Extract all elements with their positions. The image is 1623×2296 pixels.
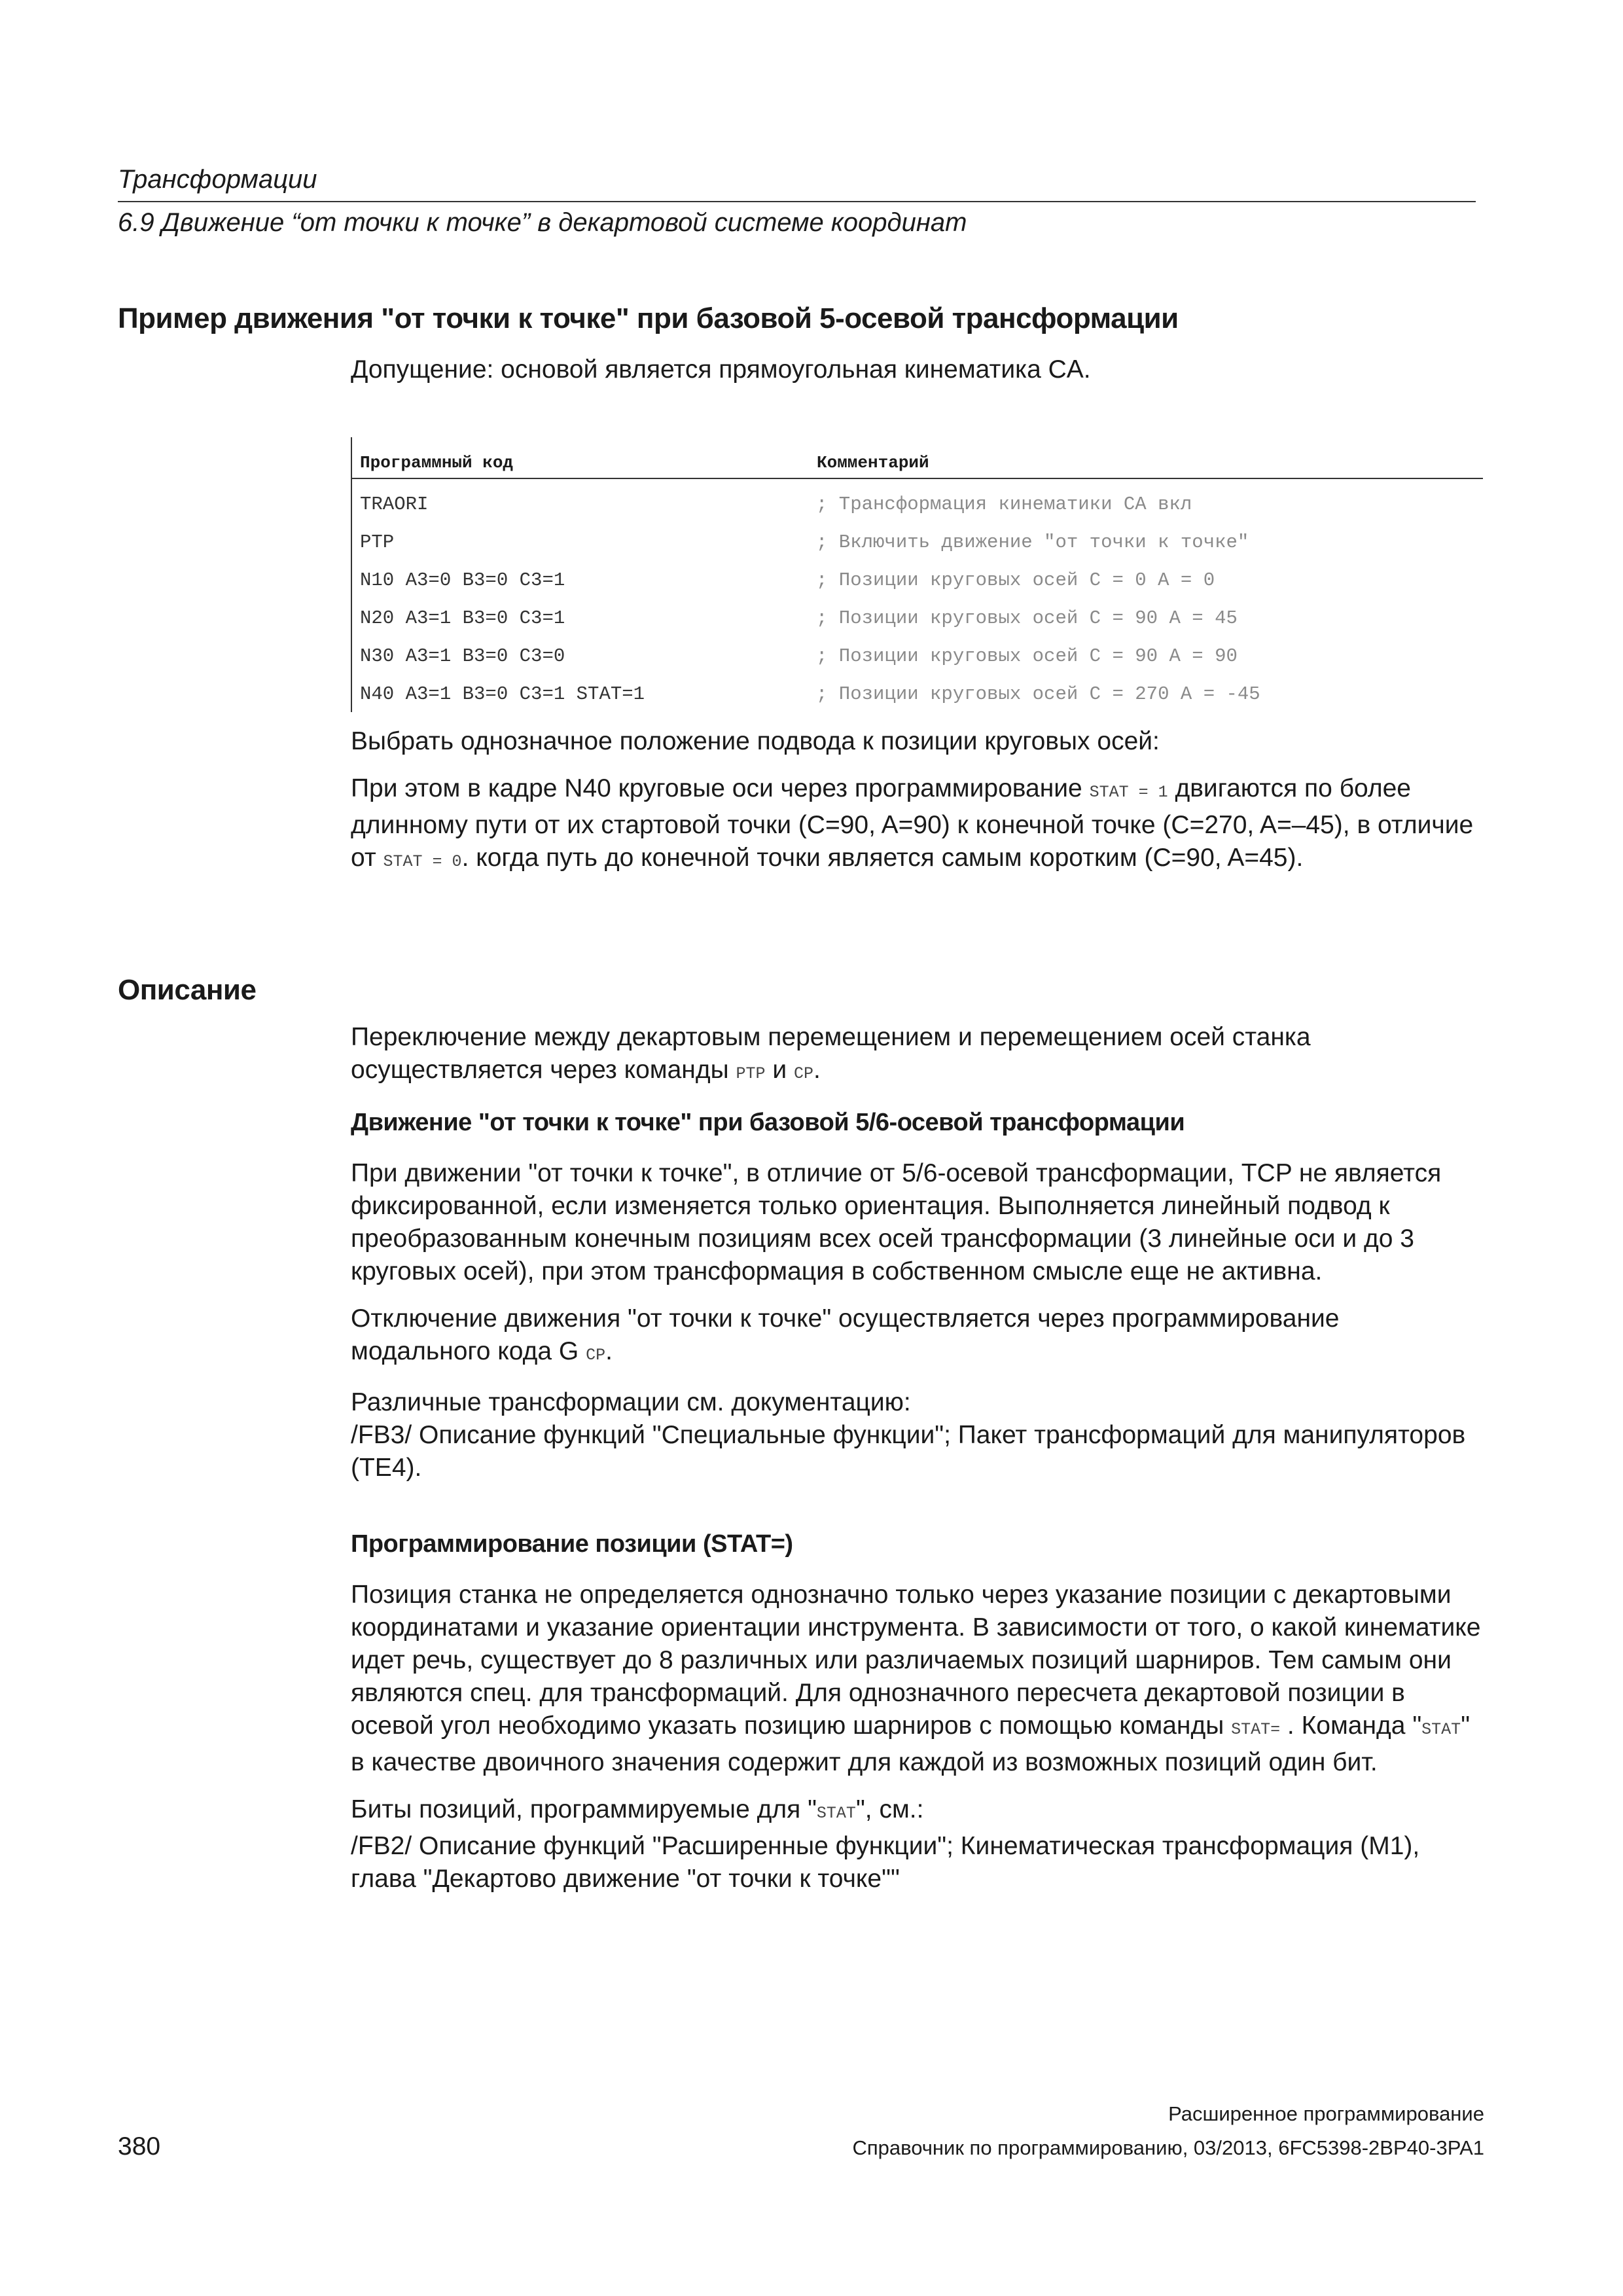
text-run: . Команда " [1280, 1712, 1422, 1740]
page-number: 380 [118, 2132, 161, 2161]
paragraph [351, 772, 1483, 878]
paragraph [351, 1793, 1483, 1830]
comment-cell: ; Позиции круговых осей C = 90 A = 45 [816, 607, 1238, 629]
header-divider [118, 201, 1476, 202]
text-run: При этом в кадре N40 круговые оси через программирование [351, 774, 1090, 802]
code-cell: N40 A3=1 B3=0 C3=1 STAT=1 [360, 683, 645, 705]
code-table [351, 437, 1483, 712]
code-cell: TRAORI [360, 493, 429, 515]
inline-code: CP [586, 1346, 606, 1365]
text-run: Отключение движения "от точки к точке" осуществляется через программирование модального кода G [351, 1304, 1340, 1365]
paragraph [351, 1302, 1483, 1372]
paragraph: Выбрать однозначное положение подвода к позиции круговых осей: [351, 727, 1160, 755]
footer-book-title: Расширенное программирование [1168, 2102, 1484, 2125]
comment-cell: ; Позиции круговых осей C = 90 A = 90 [816, 645, 1238, 667]
code-row [360, 569, 1479, 607]
inline-code: STAT= [1231, 1720, 1281, 1739]
code-column-header: Программный код [360, 453, 514, 473]
ptp-text [351, 1157, 1483, 1484]
comment-cell: ; Позиции круговых осей C = 270 A = -45 [816, 683, 1260, 705]
comment-column-header: Комментарий [817, 453, 929, 473]
text-run: ", см.: [855, 1795, 924, 1823]
text-run: . [813, 1056, 821, 1084]
code-table-header-rule [351, 478, 1483, 479]
comment-cell: ; Позиции круговых осей C = 0 A = 0 [816, 569, 1215, 591]
text-run: Биты позиций, программируемые для " [351, 1795, 817, 1823]
stat-heading: Программирование позиции (STAT=) [351, 1530, 793, 1558]
footer-reference: Справочник по программированию, 03/2013, 6FC5398-2BP40-3PA1 [852, 2136, 1484, 2159]
comment-cell: ; Трансформация кинематики CA вкл [816, 493, 1192, 515]
code-row [360, 531, 1479, 569]
inline-code: STAT = 1 [1089, 783, 1168, 802]
code-cell: N20 A3=1 B3=0 C3=1 [360, 607, 565, 629]
code-cell: N30 A3=1 B3=0 C3=0 [360, 645, 565, 667]
text-run: и [765, 1056, 794, 1084]
paragraph: /FB2/ Описание функций "Расширенные функции"; Кинематическая трансформация (M1), глава "Декартово движение "от точки к точке"" [351, 1832, 1420, 1893]
stat-text [351, 1579, 1483, 1895]
assumption-text: Допущение: основой является прямоугольная кинематика CA. [351, 355, 1091, 384]
code-row [360, 683, 1479, 721]
paragraph: Различные трансформации см. документацию: [351, 1388, 911, 1416]
inline-code: CP [793, 1064, 813, 1083]
text-run: . когда путь до конечной точки является самым коротким (C=90, A=45). [461, 844, 1304, 872]
text-run: " в качестве двоичного значения содержит для каждой из возможных позиций один бит. [351, 1712, 1471, 1776]
example-heading: Пример движения "от точки к точке" при базовой 5-осевой трансформации [118, 302, 1179, 334]
running-header-section: 6.9 Движение “от точки к точке” в декартовой системе координат [118, 208, 967, 237]
text-run: . [605, 1337, 613, 1365]
text-run: Переключение между декартовым перемещением и перемещением осей станка осуществляется через команды [351, 1023, 1311, 1084]
after-table-text [351, 725, 1483, 878]
description-text [351, 1021, 1483, 1090]
description-heading: Описание [118, 974, 257, 1006]
text-run: двигаются по более длинному пути от их стартовой точки (C=90, A=90) к конечной точке (C=270, A=–45), в отличие от [351, 774, 1474, 872]
paragraph [351, 1021, 1483, 1090]
paragraph: /FB3/ Описание функций "Специальные функции"; Пакет трансформаций для манипуляторов (TE4). [351, 1421, 1466, 1482]
code-row [360, 493, 1479, 531]
code-cell: PTP [360, 531, 395, 553]
inline-code: STAT = 0 [383, 852, 462, 871]
paragraph: При движении "от точки к точке", в отличие от 5/6-осевой трансформации, TCP не является фиксированной, если изменяется только ориентация. Выполняется линейный подвод к преобразованным конечным позициям всех осей трансформации (3 линейные оси и до 3 круговых осей), при этом трансформация в собственном смысле еще не активна. [351, 1159, 1442, 1285]
inline-code: STAT [816, 1804, 856, 1823]
code-row [360, 645, 1479, 683]
paragraph [351, 1579, 1483, 1779]
comment-cell: ; Включить движение "от точки к точке" [816, 531, 1249, 553]
code-row [360, 607, 1479, 645]
running-header-chapter: Трансформации [118, 165, 317, 194]
inline-code: PTP [736, 1064, 766, 1083]
ptp-heading: Движение "от точки к точке" при базовой 5/6-осевой трансформации [351, 1109, 1185, 1136]
code-cell: N10 A3=0 B3=0 C3=1 [360, 569, 565, 591]
text-run: Позиция станка не определяется однозначно только через указание позиции с декартовыми координатами и указание ориентации инструмента. В зависимости от того, о какой кинематике идет речь, существует до 8 различных или различаемых позиций шарниров. Тем самым они являются спец. для трансформаций. Для однозначного пересчета декартовой позиции в осевой угол необходимо указать позицию шарниров с помощью команды [351, 1581, 1481, 1740]
inline-code: STAT [1421, 1720, 1461, 1739]
